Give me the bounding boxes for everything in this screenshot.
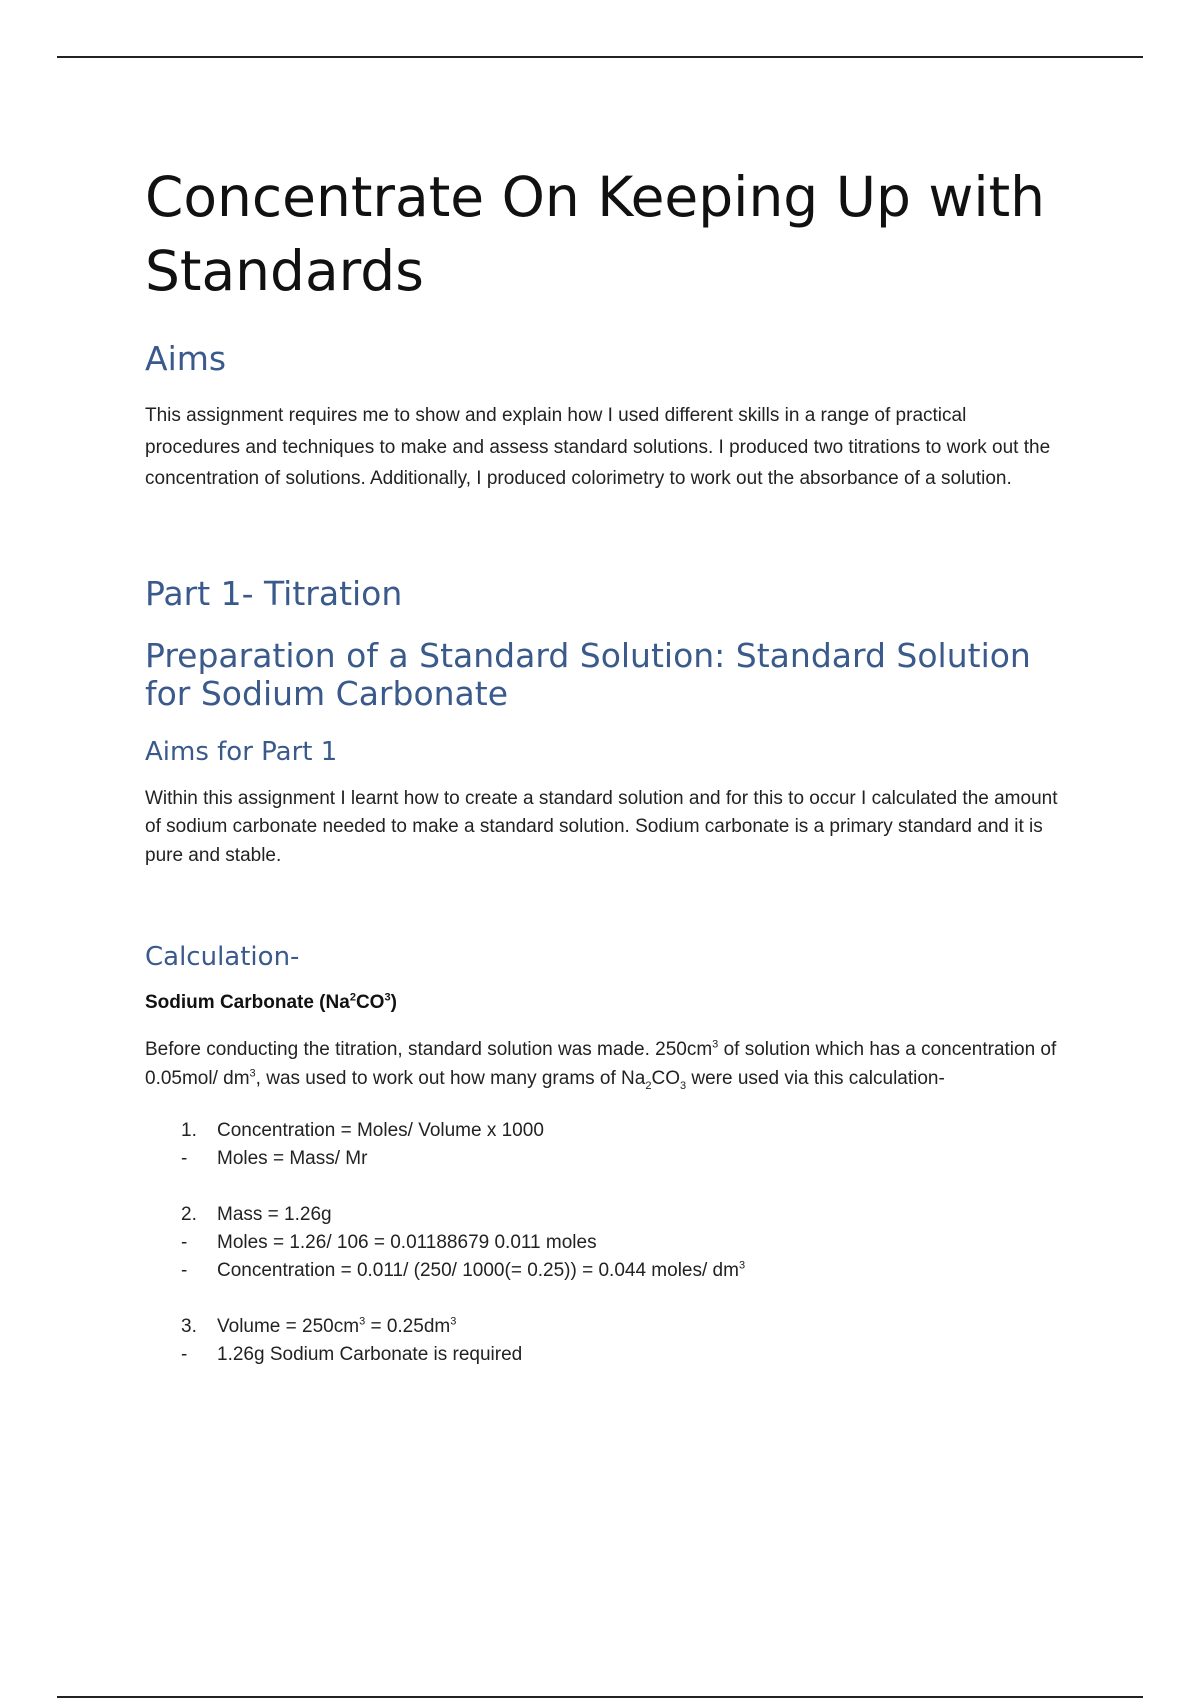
preparation-heading: Preparation of a Standard Solution: Standard Solution for Sodium Carbonate	[145, 635, 1031, 713]
step-3	[145, 1313, 1065, 1369]
list-item: 2. Mass = 1.26g	[181, 1204, 332, 1225]
list-item: 1. Concentration = Moles/ Volume x 1000	[181, 1120, 544, 1141]
document-body	[145, 160, 1065, 1397]
compound-subheading: Sodium Carbonate $(Na^2CO^3)$	[145, 991, 397, 1013]
top-rule	[57, 56, 1143, 58]
list-item: - Moles = Mass/ Mr	[181, 1148, 368, 1169]
aims-part1-paragraph: Within this assignment I learnt how to create a standard solution and for this to occur I calculated the amount of sodium carbonate needed to make a standard solution. Sodium carbonate is a primary standard and it is pure and stable.	[145, 787, 1058, 866]
aims-part1-heading: Aims for Part 1	[145, 736, 338, 767]
aims-paragraph: This assignment requires me to show and explain how I used different skills in a range of practical procedures and techniques to make and assess standard solutions. I produced two titrations to work out the concentration of solutions. Additionally, I produced colorimetry to work out the absorbance of a solution.	[145, 405, 1051, 489]
step-2	[145, 1201, 1065, 1285]
list-item: - Concentration = 0.011/ (250/ 1000(= 0.25)) = 0.044 moles/ $dm^3$	[181, 1259, 746, 1281]
intro-paragraph: Before conducting the titration, standard solution was made. $250cm^3$ of solution which has a concentration of 0.05mol/ $dm^3$, was used to work out how many grams of $Na_2CO_3$ were used via this calculation-	[145, 1038, 1057, 1092]
document-title: Concentrate On Keeping Up with Standards	[145, 165, 1046, 303]
list-item: - Moles = 1.26/ 106 = 0.01188679 0.011 moles	[181, 1232, 597, 1253]
step-1	[145, 1117, 1065, 1173]
calculation-heading: Calculation-	[145, 942, 300, 972]
list-item: 3. Volume = $250cm^3 = 0.25dm^3$	[181, 1315, 457, 1337]
part1-heading: Part 1- Titration	[145, 573, 403, 613]
list-item: - 1.26g Sodium Carbonate is required	[181, 1344, 523, 1365]
bottom-rule	[57, 1696, 1143, 1698]
aims-heading: Aims	[145, 339, 227, 378]
